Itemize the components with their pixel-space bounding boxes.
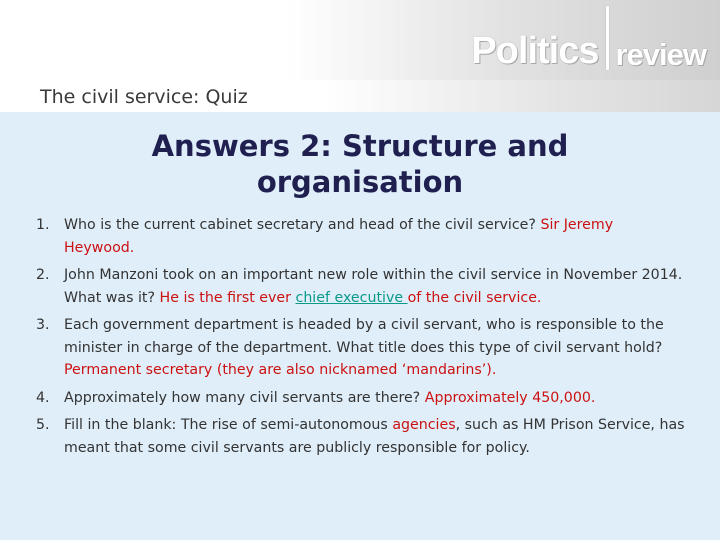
item-number: 3.	[36, 317, 50, 333]
question-text: , such as HM Prison Service, has meant that some civil servants are publicly responsible for policy.	[64, 417, 685, 456]
answer-text: agencies	[392, 417, 456, 433]
answer-list	[36, 214, 686, 464]
question-text: Who is the current cabinet secretary and head of the civil service?	[64, 217, 541, 233]
slide-title-line2: organisation	[256, 165, 464, 199]
answer-text: Approximately 450,000.	[424, 389, 596, 406]
header-banner	[0, 0, 720, 80]
chief-executive-link[interactable]: chief executive	[295, 289, 408, 306]
list-item	[36, 387, 686, 410]
item-number: 2.	[36, 267, 50, 283]
answer-text: Permanent secretary (they are also nicknamed ‘mandarins’).	[64, 362, 497, 378]
logo-divider	[606, 6, 609, 70]
slide-title	[100, 128, 620, 200]
logo-politics-text: Politics	[471, 30, 599, 72]
list-item	[36, 264, 686, 309]
question-text: Each government department is headed by a civil servant, who is responsible to the minister in charge of the department. What title does this type of civil servant hold?	[64, 317, 664, 356]
politics-review-logo	[471, 4, 706, 70]
item-number: 4.	[36, 389, 50, 406]
list-item	[36, 314, 686, 382]
list-item	[36, 214, 686, 259]
question-text: John Manzoni took on an important new role within the civil service in November 2014. What was it?	[64, 267, 683, 306]
answer-text: He is the first ever	[159, 289, 296, 306]
list-item	[36, 414, 686, 459]
slide-title-line1: Answers 2: Structure and	[151, 129, 569, 163]
section-title: The civil service: Quiz	[40, 86, 248, 108]
logo-review-text: review	[615, 37, 706, 72]
question-text: Fill in the blank: The rise of semi-autonomous	[64, 417, 393, 433]
answer-text: of the civil service.	[407, 289, 542, 306]
answer-text: Sir Jeremy Heywood.	[64, 217, 614, 256]
section-bar	[0, 80, 720, 112]
question-text: Approximately how many civil servants are there?	[64, 389, 425, 406]
item-number: 1.	[36, 217, 50, 233]
item-number: 5.	[36, 417, 50, 433]
